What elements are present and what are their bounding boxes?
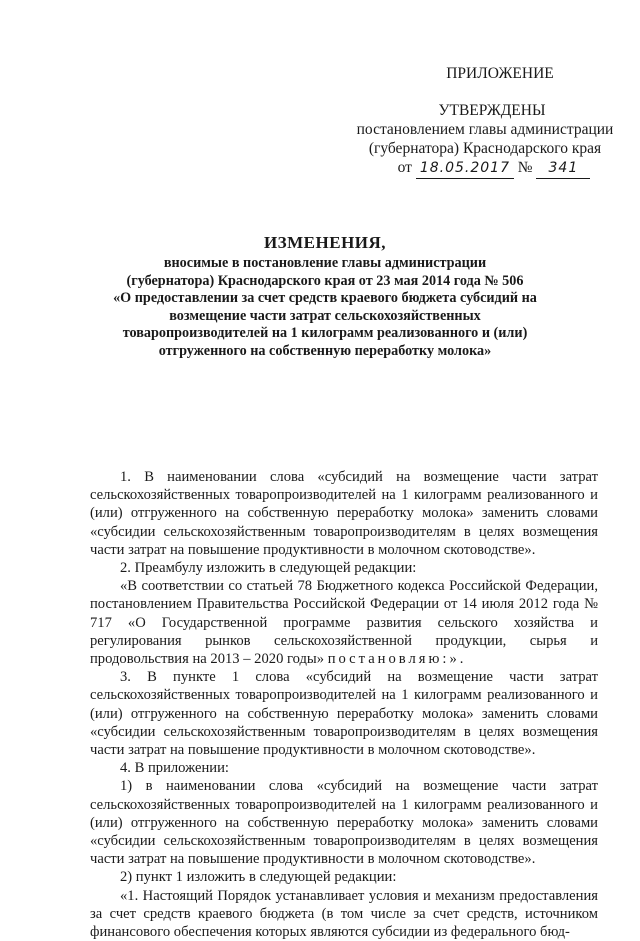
paragraph-5: 4. В приложении: — [120, 760, 229, 777]
paragraph-3-text: «В соответствии со статьей 78 Бюджетного кодекса Российской Федерации, постановлением Правительства Российской Федерации от 14 июля 2012 года № 717 «О Государственной программе развития сельского хозяйства и регулирования рынков сельскохозяйственной продукции, сырья и продовольствия на 2013 – 2020 годы» — [90, 578, 598, 668]
title-line-5: товаропроизводителей на 1 килограмм реализованного и (или) — [122, 325, 528, 341]
paragraph-8: «1. Настоящий Порядок устанавливает условия и механизм предоставления за счет средств краевого бюджета (в том числе за счет средств, источником финансового обеспечения которых являются субсидии из федерального бюд- — [90, 887, 598, 941]
number-prefix: № — [517, 159, 533, 176]
title-line-3: «О предоставлении за счет средств краевого бюджета субсидий на — [113, 290, 537, 306]
paragraph-6: 1) в наименовании слова «субсидий на возмещение части затрат сельскохозяйственных товаропроизводителей на 1 килограмм реализованного и (или) отгруженного на собственную переработку молока» заменить словами «субсидии сельскохозяйственным товаропроизводителям в целях возмещения части затрат на повышение продуктивности в молочном скотоводстве». — [90, 778, 598, 868]
paragraph-2: 2. Преамбулу изложить в следующей редакции: — [120, 560, 417, 577]
paragraph-3 — [90, 577, 598, 668]
paragraph-1: 1. В наименовании слова «субсидий на возмещение части затрат сельскохозяйственных товаропроизводителей на 1 килограмм реализованного и (или) отгруженного на собственную переработку молока» заменить словами «субсидии сельскохозяйственным товаропроизводителям в целях возмещения части затрат на повышение продуктивности в молочном скотоводстве». — [90, 469, 598, 558]
handwritten-date: 18.05.2017 — [416, 159, 514, 179]
document-title — [90, 231, 560, 360]
document-body — [90, 468, 598, 941]
paragraph-3-spaced-word: постановляю:» — [327, 651, 460, 668]
date-prefix: от — [397, 159, 412, 176]
title-line-2: (губернатора) Краснодарского края от 23 мая 2014 года № 506 — [126, 272, 524, 289]
paragraph-4: 3. В пункте 1 слова «субсидий на возмещение части затрат сельскохозяйственных товаропроизводителей на 1 килограмм реализованного и (или) отгруженного на собственную переработку молока» заменить словами «субсидии сельскохозяйственным товаропроизводителям в целях возмещения части затрат на повышение продуктивности в молочном скотоводстве». — [90, 669, 598, 759]
approved-by-line-1: постановлением главы администрации — [356, 121, 614, 138]
date-number-line — [350, 158, 620, 179]
title-line-1: вносимые в постановление главы администрации — [163, 255, 487, 271]
title-line-4: возмещение части затрат сельскохозяйственных — [169, 307, 481, 324]
approved-by-line-2: (губернатора) Краснодарского края — [368, 140, 602, 157]
paragraph-3-end: . — [459, 651, 464, 668]
title-line-6: отгруженного на собственную переработку молока» — [158, 342, 492, 359]
title-main: ИЗМЕНЕНИЯ, — [263, 233, 387, 252]
paragraph-7: 2) пункт 1 изложить в следующей редакции: — [120, 869, 397, 886]
handwritten-number: 341 — [536, 159, 590, 179]
approved-label: УТВЕРЖДЕНЫ — [438, 102, 546, 119]
approval-block — [350, 64, 620, 179]
appendix-label: ПРИЛОЖЕНИЕ — [446, 65, 554, 82]
